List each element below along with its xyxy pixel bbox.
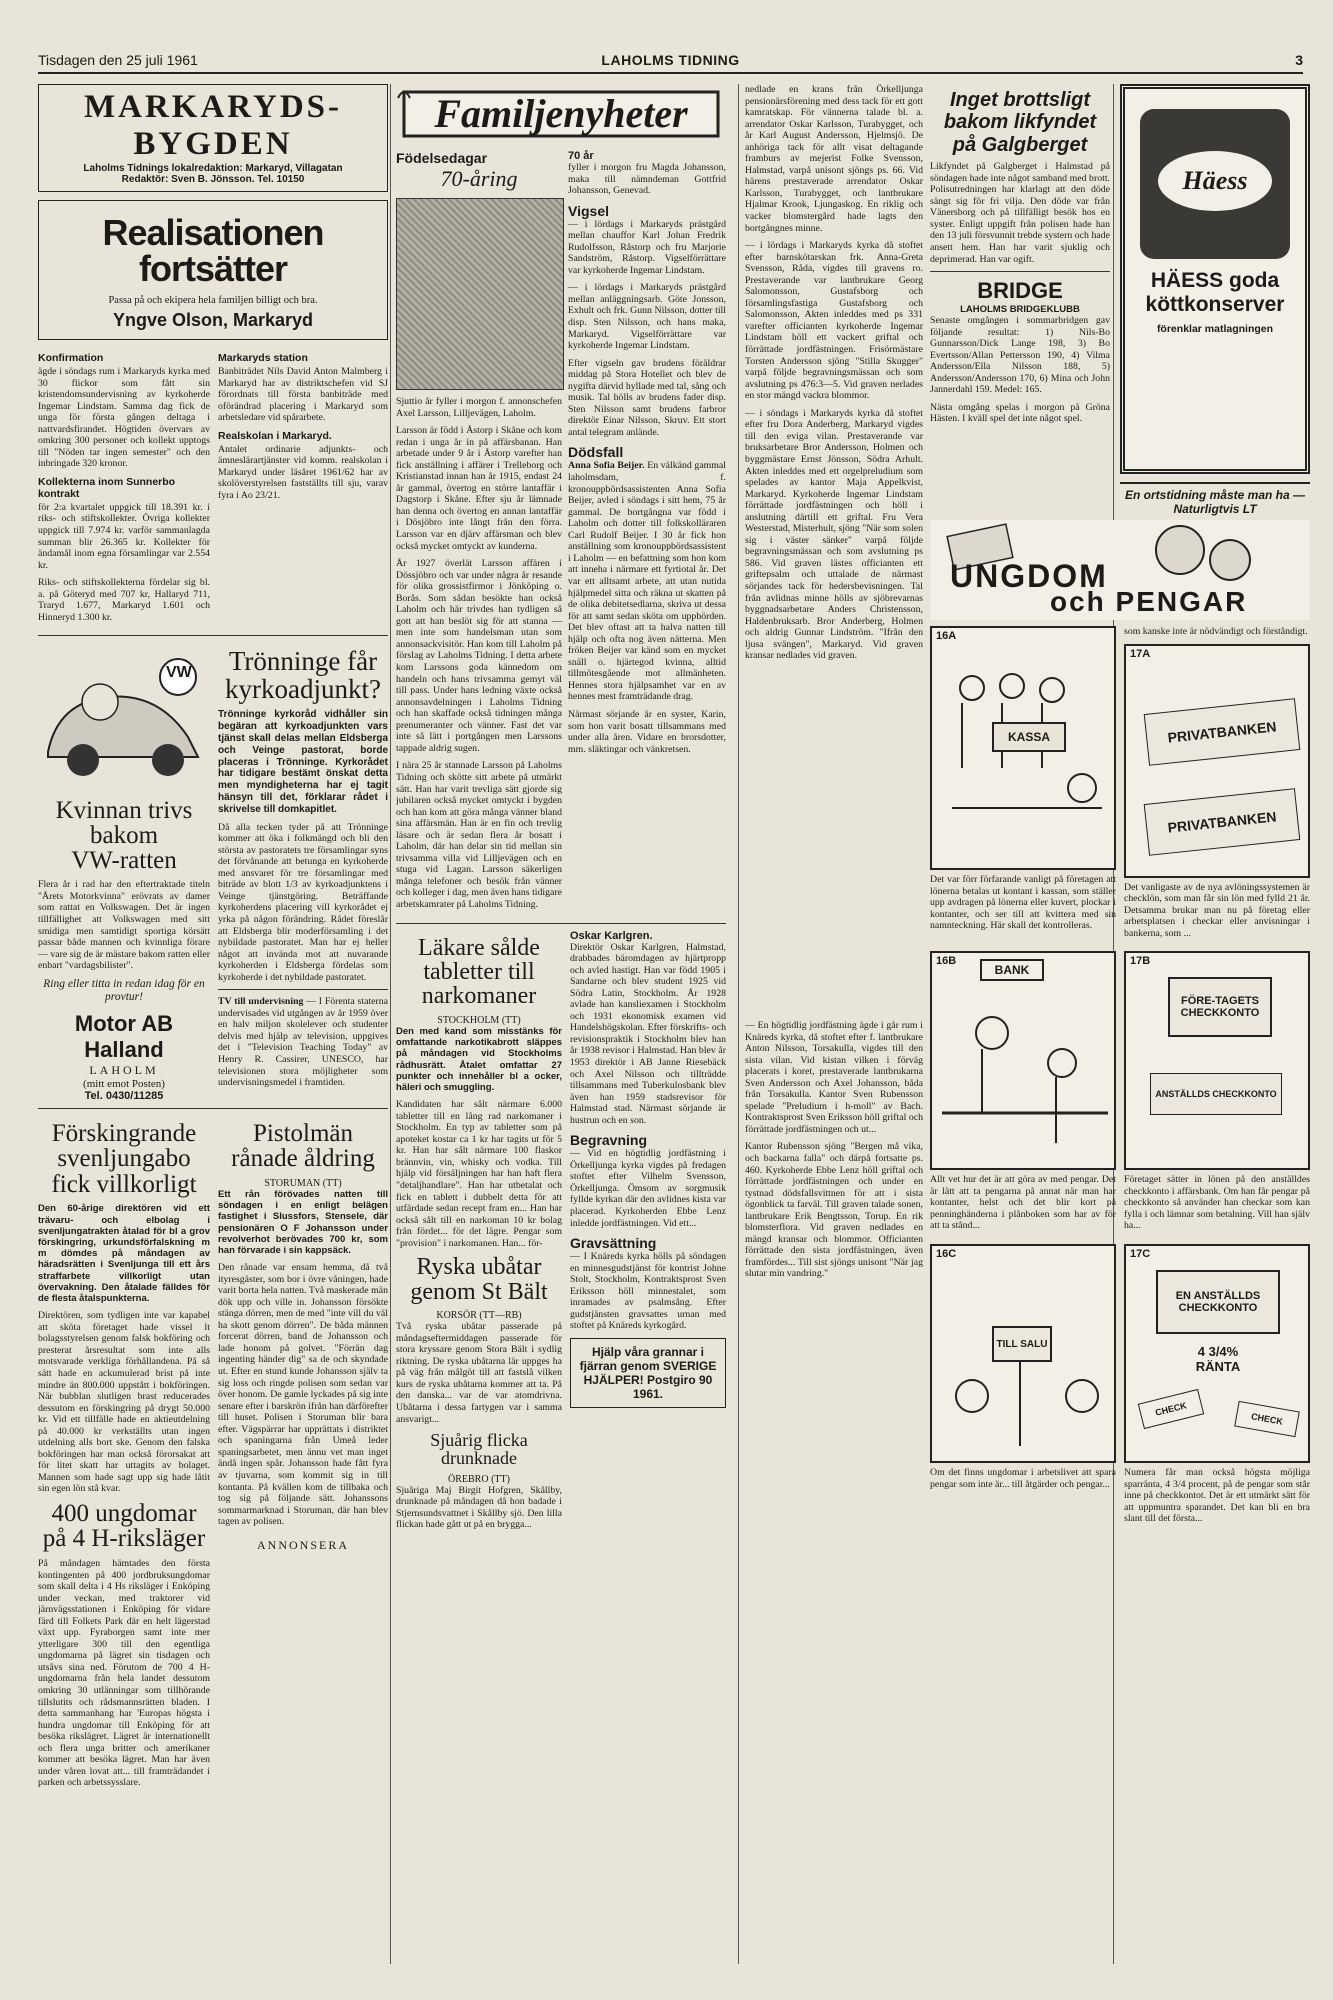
ungdom-title2: och PENGAR <box>1050 586 1248 617</box>
foretagets-sign: FÖRE-TAGETS CHECKKONTO <box>1168 977 1272 1037</box>
vigsel-text-1: — i lördags i Markaryds prästgård mellan chauffor Karl Johan Fredrik Rudolfsson, Råstorp och fru Marjorie Sandström, Råstorp. Vigselförrättare var kyrkoherde Ingemar Lindstam. <box>568 218 726 276</box>
familjenyheter-title: Familjenyheter <box>434 91 688 136</box>
column-familjenyheter <box>396 84 726 1537</box>
lakare-heading: Läkare sålde tabletter till narkomaner <box>418 934 540 1010</box>
bridge-text: Senaste omgången i sommarbridgen gav följande resultat: 1) Nils-Bo Gunnarsson/Dick Lange 198, 3) Bo Evertsson/Allan Pettersson 190, 4) Vilma Andersson/Ella Nilsson 188, 5) Andersson/Andersson 170, 6) Mina och John Jannerdahl 159. Medel: 165. <box>930 315 1110 396</box>
larsson-text-1: Larsson är född i Åstorp i Skåne och kom redan i unga år in på affärsbanan. Han arbetade under 9 år i Åstorp varefter han fick anställning i affärer i Trelleborg och Kristianstad innan han år 1915, endast 24 år gammal, övertog en större lantaffär i Dagstorp i Skåne. Efter sju år lämnade han denna och övertog en annan lantaffär i Dösjöbro inte långt från den förra. Larsson var en djärv affärsman och blev också mycket omtyckt av kunderna. <box>396 425 562 552</box>
begravning-heading: Begravning <box>570 1132 648 1149</box>
realisation-ad <box>38 200 388 340</box>
check-illustration-2: PRIVATBANKEN <box>1144 788 1301 856</box>
kollekter-heading: Kollekterna inom Sunnerbo kontrakt <box>38 475 176 500</box>
ungdomar-text: På måndagen hämtades den första kontingenten på 400 jordbruksungdomar som skall delta i 4 Hs riksläger i Enköping under veckan, med traktorer vid järnvägsstationen i Enköping för vidare färd till Folkets Park där en helt lägerstad växt upp. Fyraborgen samt inte mer ytterligare 300 till den egentliga ungdomarna på lägret sin tisdagen och utsåvs sina ned. Förutom de 700 4 H-ungdomarna från hela landet dessutom omkring 30 utlänningar som tillhörande tillslutits och rådsmannsrätten bladen. I detta sammanhang har 'Europas högsta i hundra ungdomar till Enköping för att besöka rikslägret. Lägret är internationellt och flera unga britter och amerikaner kommer att besöka lägret. Man har även under våren lovat att... till framträdandet i parken och arbetssysslare. <box>38 1557 210 1789</box>
panel-17b-frame <box>1124 951 1310 1170</box>
tronninge-article <box>218 642 388 1102</box>
row-b <box>930 951 1310 1238</box>
kollekter-text: för 2:a kvartalet uppgick till 18.391 kr. i riks- och stiftskollekter. Övriga kollekter uppgick till 7.974 kr. varför sammanlagda summan blir 26.365 kr. Kollekter för ändamål inom egna församlingar var 2.554 kr. <box>38 501 210 571</box>
masthead-sub2: Redaktör: Sven B. Jönsson. Tel. 10150 <box>121 174 305 185</box>
row-a <box>930 626 1310 945</box>
check-tag-1: CHECK <box>1138 1389 1204 1429</box>
divider <box>38 1108 388 1109</box>
forskingring-heading: Förskingrande svenljungabo fick villkorligt <box>51 1119 197 1198</box>
vw-city: LAHOLM <box>89 1062 159 1077</box>
en-anstallds-sign: EN ANSTÄLLDS CHECKKONTO <box>1156 1270 1280 1334</box>
news-left <box>38 348 210 629</box>
funeral-text-1: — i lördags i Markaryds kyrka då stoftet efter barnskötarskan frk. Anna-Greta Svensson, Råda, vigdes till gravens ro. Prestaverande var lantbrukare Georg Salomonsson, Gustafsborg och församlingsfastiga Gustafsborg och Salomonsson, Akten inleddes med ps 331 varefter officianten kyrkoherde Ingemar Lindstam höll ett vackert griftal och förrättade jordfästningen. Frisörmästare Torsten Andersson sjöng "Stilla Skugger" varpå följde begravningsmässan och som avslutning ps 476:3—5. Vid graven nerlades en stor mängd vackra blommor. <box>745 240 923 402</box>
larsson-text-2: År 1927 överlät Larsson affären i Dössjöbro och var under några år resande för olika grossistfirmor i Jönköping o. Borås. Som sådan besökte han också Laholm och här trivdes han tydligen så gott att han beslöt sig för att stanna — men inte som handelsman utan som annonsackvisitör. Han kom till Laholm på förslag av Laholms Tidning. I detta arbete kom Larssons goda kännedom om handeln och hans trivsamma gemyt väl till pass. Under hans ledning växte också annonsavdelningen i Laholms Tidning och han skaffade också tidningen många prenumeranter och vänner. Fast det var inte så lätt i portgången men Larssons tappade aldrig sugen. <box>396 558 562 754</box>
panel-16b <box>930 951 1116 1238</box>
lakare-article <box>396 930 562 1538</box>
panel-17a-frame <box>1124 644 1310 878</box>
portrait-caption: Sjuttio år fyller i morgon f. annonschefen Axel Larsson, Lilljevägen, Laholm. <box>396 396 562 419</box>
funeral-text-4: Kantor Rubensson sjöng "Bergen må vika, och backarna falla" och därpå fortsatte ps. 460. Kyrkoherde Ebbe Lenz höll griftal och förrättade jordfästningen och under en tystnad dödsfallsvittnen för att i sista ögonblick ta farväl. Till graven talade sonen, lantbrukare Erik Bengtsson, Torup. En rik blomsterflora. Vid graven nedlades en mängd kransar och blommor. Officianten förrättade den sista jordfästningen, även framfördes... Till sist sjöngs unisont "När jag slutar min vandring." <box>745 1141 923 1280</box>
sverige-hjalper-ad: Hjälp våra grannar i fjärran genom SVERIGE HJÄLPER! Postgiro 90 1961. <box>570 1338 726 1408</box>
panel-16a-label: 16A <box>936 630 957 642</box>
tronninge-lead: Trönninge kyrkoråd vidhåller sin begäran att kyrkoadjunkten vars tjänst skall delas mellan Eldsberga och Veinge pastorat, borde placeras i Trönninge. Kyrkorådet har tidigare bestämt önskat detta men myndigheterna har ej tagit hänsyn till det, förklarar rådet i skrivelse till domkapitlet. <box>218 709 388 815</box>
galgberget-head3: på Galgberget <box>952 133 1088 156</box>
forskingring-article <box>38 1115 210 1795</box>
sjuarig-place: ÖREBRO (TT) <box>448 1473 510 1485</box>
panel-17c <box>1124 1244 1310 1531</box>
header-paper-name: LAHOLMS TIDNING <box>601 52 740 68</box>
funeral-continuation-column <box>745 1020 923 1960</box>
panel-17a-text: Det vanligaste av de nya avlöningssystemen är checklön, som man får sin lön med fylld 21 år. Detsamma brukar man nu på företag eller arbetsplatsen i checkar eller anvisningar i bankerna, som ... <box>1124 881 1310 939</box>
vw-slogan: Ring eller titta in redan idag för en provtur! <box>43 977 205 1004</box>
haess-sub: förenklar matlagningen <box>1156 323 1274 335</box>
dodsfall-heading: Dödsfall <box>568 444 624 461</box>
panel-16c-text: Om det finns ungdomar i arbetslivet att spara pengar som inte är... till åtgärder och pengar... <box>930 1467 1116 1490</box>
birthday-column <box>396 150 562 917</box>
vw-ad <box>38 642 210 1102</box>
panel-16a-text: Det var förr förfarande vanligt på företagen att lönerna betalas ut kontant i kassan, som ställer upp avdragen på lönerna eller kuvert, plockar i kontanter, och ser till att kvittera med sin namnteckning. Här skall det kontrolleras. <box>930 874 1116 932</box>
divider <box>396 923 726 924</box>
header-page-number: 3 <box>1295 52 1303 68</box>
intro-text: nedlade en krans från Örkelljunga pensionärsförening med dess tack för ett gott kamratskap. För vännerna talade bl. a. arrendator Oskar Karlsson, Turabygget, och år Karl August Andersson, Hjelmsjö. De anhöriga tack för allt visat deltagande framburs av mejerist Folke Svensson, Halmstad, varpå unisont sjöngs ps. 66. Vid härens prestaverade arrendator Oskar Karlsson, Turabygget, och lantbrukare Hjalmar Krook, Ljungaskog. En riklig och vacker blomstergård hade lagts den bortgångnes minne. <box>745 84 923 234</box>
vw-addr: (mitt emot Posten) <box>83 1077 165 1090</box>
panel-16b-label: 16B <box>936 955 957 968</box>
sjuarig-text: Sjuåriga Maj Birgit Hofgren, Skållby, drunknade på måndagen då hon badade i Stjernsundsvattnet i Skållby sjö. Den lilla flickan hade gått ut på en brygga... <box>396 1484 562 1531</box>
vw-tel: Tel. 0430/11285 <box>84 1089 164 1102</box>
begravning-text: — Vid en högtidlig jordfästning i Örkelljunga kyrka vigdes på fredagen stoftet efter Vilhelm Svensson, Örkelljunga. Ömsom av sorgmusik fyllde kyrkan där den avlidnes kista var placerad. Kyrkoherden Ebbe Lenz inledde jordfästningen. Vid ett... <box>570 1148 726 1229</box>
panel-17b <box>1124 951 1310 1238</box>
larsson-text-3: I nära 25 år stannade Larsson på Laholms Tidning och skötte sitt arbete på utmärkt sätt. Han har varit trevliga sätt gjorde sig jubilaren också mycket omtyckt i bygden och han kom att göra många vänner bland sina affärsmän. Han är en fin och trevlig läsare och är sedan flera år bosatt i Laholm, där han delar sin tid mellan sin trivsamma villa vid Lilljevägen och en stuga vid Lagan. Larsson säkerligen många telefoner och besök från vänner och kolleger i dag, men även hans tidigare arbetskamrater på Laholms Tidning. <box>396 760 562 910</box>
panel-16a <box>930 626 1116 945</box>
realskolan-heading: Realskolan i Markaryd. <box>218 429 332 442</box>
tronninge-heading: Trönninge får kyrkoadjunkt? <box>225 646 381 704</box>
column-markaryd <box>38 84 388 1795</box>
ungdom-och-pengar <box>930 520 1310 1960</box>
vw-illustration <box>38 642 210 792</box>
forskingring-text: Direktören, som tydligen inte var kapabel att sköta företaget hade vissel lt bolagsstyrelsen genom falsk bokföring och presterat årsresultat som inte alls motsvarade verkliga förhållandena. På så sätt hade en ackumulerad brist på inte mindre än 800.000 uppstått i bokföringen. När bubblan slutligen brast reducerades dessutom en förskingring på drygt 50.000 kr. Vid ett tillfälle hade en aktieutdelning på 40.000 kr verkställts utan ingen utdelning alls bort ske. Genom den falska bokföringen har man också förorsakat att för litet skatt har uttagits av bolaget. Mannen som hade sagt upp sig hade låtit sin egen lön stå kvar. <box>38 1310 210 1495</box>
haess-head2: köttkonserver <box>1145 293 1285 316</box>
dodsfall-text: En välkänd gammal laholmsdam, f. kronouppbördsassistenten Anna Sofia Beijer, avled i söndags i sitt hem, 75 år gammal. De bortgångna var född i Laholm och dotter till folkskolläraren Carl Rudolf Beijer. I 30 år fick hon anställning som kronouppbördsassistent i Laholm — en befattning som hon kom att inneha i närmare ett fyrtiotal år. Det var ett alltsamt arbete, att utan nutida hjälpmedel sitta och räkna ut skatten på de olika debitetsedlarna, skriva ut dessa för att samt sedan sköta om uppbörden. Det blev oftast att ta halva natten till hjälp och ofta nog även nätterna. Men fröken Beijer var känd som en mycket snäll o. hjärtegod kvinna, alltid tillmötesgående mot allmänheten. Hennes stora hjälpsamhet var en av hennes mest framträdande drag. <box>568 460 726 703</box>
lakare-lead: Den med kand som misstänks för omfattande narkotikabrott släppes på måndagen vid Stockholms rådhusrätt. Åtalet omfattar 27 punkter och innehåller bl a ocker, häleri och smuggling. <box>396 1025 562 1093</box>
panel-16b-frame <box>930 951 1116 1170</box>
realisation-shop-name: Yngve Olson, Markaryd <box>112 310 314 330</box>
tronninge-text: Då alla tecken tyder på att Trönninge kommer att öka i folkmängd och bli den största av pastoratets tre församlingar syns det förvånande att betunga en kyrkoherde med ansvaret för tre församlingar med biträde av blott 1/3 av kyrkoadjunktens i Veinge tjänstgöring. Beträffande kyrkoherdens placering vill kyrkorådet ej yrka på någon förändring. Rådet föreslår att Eldsberga blir moderförsamling i det nybildade pastoratet. Man har ej heller något att invända mot att nuvarande kyrkoherden i Eldsberga fördelas som kyrkoherde i det nybildade pastoratet. <box>218 821 388 983</box>
funeral-text-2: — i söndags i Markaryds kyrka då stoftet efter fru Dora Anderberg, Markaryd vigdes till den eviga vilan. Prestaverande var bruksarbetare Bror Andersson, Holmen och byggmästare Ernst Jönsson, Södra Arhult. Akten inleddes med ett orgelpreludium som spelades av kantor Maja Appelkvist, Markaryd. Kyrkoherde Ingemar Lindstam förrättade jordfästningen och höll i anslutning därtill ett griftal. Fru Vera Westerstad, Misterhult, sjöng "När som solen sig i väster sänker" varpå följde begravningsmässan och som avslutning ps 586. Vid graven lästes officianten ett griftepsalm och uttalade de närmast sörjandes tack för hedersbevisningen. Tal från avlidnas minne hölls av sjöbrevarnas byggnadsarbetare Anders Christensson, Haldenbruksarb. Bror Anderberg, Holmen och aldrig Gunnar Lindström. "Ifrån den ljusa svängen", Markaryd. Vid graven kransar nedlades vid graven. <box>745 407 923 662</box>
till-salu-sign: TILL SALU <box>992 1326 1052 1362</box>
vigsel-text-3: Efter vigseln gav brudens föräldrar middag på Stora Hotellet och blev de nygifta därvid hyllade med tal, sång och musik. Tal hölls av brudens fader disp. Sten Nilsson samt brudens farbror direktör Einar Nilsson, Skruv. Ett stort antal telegram anlände. <box>568 357 726 438</box>
realisation-sub: Passa på och ekipera hela familjen billigt och bra. <box>108 295 318 306</box>
ryska-heading: Ryska ubåtar genom St Bält <box>410 1254 548 1305</box>
haess-frame <box>1120 84 1310 474</box>
seventy-years-heading: 70 år <box>568 150 594 162</box>
tv-text: — I Förenta staterna undervisades vid utgången av år 1959 över en halv miljon skolelever och studenter delvis med hjälp av television, uppgives det i "Television Teaching Today" av Henry R. Cassirer, UNESCO, har televisionen stora möjligheter som undervisningsmedel i framtiden. <box>218 996 388 1089</box>
ungdomar-heading: 400 ungdomar på 4 H-riksläger <box>42 1499 206 1553</box>
konfirmation-heading: Konfirmation <box>38 352 104 364</box>
column-rule <box>390 84 391 1964</box>
vw-dealer: Motor AB Halland <box>74 1010 174 1062</box>
masthead-title: MARKARYDS-BYGDEN <box>84 89 342 162</box>
haess-logo: Häess <box>1158 151 1272 211</box>
family-news-column <box>568 150 726 917</box>
ungdom-banner <box>930 520 1310 620</box>
realisation-title: Realisationen fortsätter <box>102 212 324 289</box>
fodelsedagar-heading: Födelsedagar <box>396 150 488 166</box>
check-illustration-1: PRIVATBANKEN <box>1144 698 1301 766</box>
realskolan-text: Antalet ordinarie adjunkts- och ämneslärartjänster vid komm. realskolan i Markaryd under läsåret 1961/62 har av skolöverstyrelsen fastställts till sju, varav fyra i Ao 23/21. <box>218 443 388 501</box>
galgberget-text: Likfyndet på Galgberget i Halmstad på söndagen hade inte något samband med brott. Polisutredningen har klarlagt att den döde sängt sig för fri vilja. Den döde var från Vänersborg och på tillfälligt besök hos en syster. Enligt uppgift från polisen hade han den 13 juli försvunnit trebde systern och hade ansett hem. Han har varit sjuklig och deprimerad. Han var ogift. <box>930 161 1110 265</box>
header-date: Tisdagen den 25 juli 1961 <box>38 52 198 68</box>
forskingring-lead: Den 60-årige direktören vid ett trävaru- och elbolag i svenljungatrakten åtalad för bl a grov förskingring, urkundsförfalskning m m dömdes på måndagen av häradsrätten i Svenljunga till ett års straffarbete villkorligt utan övervakning. Den åtalade fälldes för de flesta åtalspunkterna. <box>38 1203 210 1305</box>
bridge-text-2: Nästa omgång spelas i morgon på Gröna Hästen. I kväll spel det inte något spel. <box>930 401 1110 425</box>
larsson-portrait <box>396 198 564 390</box>
haess-head1: HÄESS goda <box>1150 269 1280 292</box>
column-rule <box>738 84 739 1964</box>
pistolman-text: Den rånade var ensam hemma, då två ityresgäster, som bor i övre våningen, hade varit borta hela natten. Två maskerade män dök upp och ville in. Johansson försökte stänga dörren, men de med "inte vill du väl ha skott genom dörren". De båda männen forcerat dörren, band de Johansson och lade honom på golvet. "Förrän dag ingenting händer dig" sa de och skyndade ut. Efter en stund kunde Johansson själv ta sig loss och ringde polisen som sedan var över honom. De gamle lyckades på sig inte senare efter i barskrön ifrån han därförefter till huset. Polisen i Storuman blir bara efter. Vägspärrar har upprättats i distriktet och spaningarna från Umeå leder spaningsarbetet, men ännu vet man inget ändå ingen spår. Johansson hade fått fyra av tjuvarna, som kommit sig in till kontanta. På kvällen kom de tillbaka och tog sig på följande sätt. Johanssons sommarmarknad i Storuman, där han blev tagen av polisen. <box>218 1262 388 1528</box>
panel-17a <box>1124 626 1310 945</box>
panel-17b-label: 17B <box>1130 955 1151 968</box>
pistolman-article <box>218 1115 388 1795</box>
karlgren-text: Direktör Oskar Karlgren, Halmstad, drabbades bäromdagen av hjärtpropp och avled hastigt. Han var född 1905 i Sandarne och blev student 1925 vid Södra Latin, Stockholm. År 1928 avlade han kansliexamen i Stockholm och 1931 ekonomisk examen vid Handelshögskolan. Efter förskrifts- och revisionspraktik i Stockholm blev han år 1938 revisor i Halmstad. Han blev år 1953 direktör i AB Janne Riesebäck och Axel Nilsson och tillträdde tillsammans med Tuberkulosbank blev även han 1959 stadsrevisor för Halmstad stad. Närmast sörjande är hustrun och en son. <box>570 941 726 1126</box>
panel-17c-label: 17C <box>1130 1248 1151 1261</box>
divider <box>218 989 388 990</box>
ungdom-title1: UNGDOM <box>950 558 1108 594</box>
ungdom-intro: som kanske inte är nödvändigt och förståndigt. <box>1124 626 1308 637</box>
panel-16c-label: 16C <box>936 1248 957 1261</box>
panel-17b-text: Företaget sätter in lönen på den anställdes checkkonto i affärsbank. Om han får pengar på checkkonto så använder han checkar som kan fylla i och lämnar som betalning. Vill han själv ha... <box>1124 1174 1310 1232</box>
page-header <box>38 52 1303 74</box>
lakare-text: Kandidaten har sålt närmare 6.000 tabletter till en lång rad narkomaner i Stockholm. En typ av tabletter som på apoteket kostar ca 1 kr har tagits ut för 5 kr. Han har sålt närmare 100 flaskor brännvin, vin, whisky och vodka. Till hjälp vid försäljningen har han haft flera "detaljhandlare". Han har utbetalat och fick en tablett i dubbelt detta för att utfärdade sedan recept fram en... Han har också sålt till en narkoman 10 kr bolag från fördet... för det lägre. Pengar som "provision" i narkomanen. Han... för- <box>396 1099 562 1249</box>
divider <box>38 635 388 636</box>
bank-counter-drawing <box>932 953 1118 1168</box>
panel-17a-label: 17A <box>1130 647 1151 660</box>
station-heading: Markaryds station <box>218 352 308 364</box>
row-c <box>930 1244 1310 1531</box>
markaryd-news <box>38 348 388 629</box>
check-tag-2: CHECK <box>1234 1401 1300 1437</box>
panel-17c-text: Numera får man också högsta möjliga sparränta, 4 3/4 procent, på de pengar som står inne på checkkontot. Det är ett utmärkt sätt för att uppmuntra sparandet. Det kan bli en bra slant till det första... <box>1124 1467 1310 1525</box>
pistolman-place: STORUMAN (TT) <box>264 1177 342 1189</box>
pistolman-lead: Ett rån förövades natten till söndagen i en enligt belägen fastighet i Slussfors, Stensele, där pensionären O F Johansson under revolverhot berövades 700 kr, som han förvarade i sin kappsäck. <box>218 1188 388 1256</box>
vigsel-text-2: — i lördags i Markaryds prästgård mellan anläggningsarb. Göte Jonsson, Exhult och frk. Gunn Nilsson, dotter till disp. Sten Nilsson, och hans maka, Markaryd. Vigselförrättare var kyrkoherde Ingemar Lindstam. <box>568 282 726 352</box>
kassa-sign: KASSA <box>992 722 1066 752</box>
kollekter-text2: Riks- och stiftskollekterna fördelar sig bl. a. på Göteryd med 707 kr, Hallaryd 711, Traryd 1.677, Markaryd 1.601 och Hinneryd 1.300 kr. <box>38 577 210 623</box>
annonsera-footer: ANNONSERA <box>256 1537 349 1552</box>
gravsattning-heading: Gravsättning <box>570 1235 657 1252</box>
vw-head2: bakom <box>89 822 159 850</box>
panel-17c-frame <box>1124 1244 1310 1463</box>
column-galgberget <box>930 84 1110 431</box>
panel-16a-frame <box>930 626 1116 870</box>
gravsattning-text: — I Knäreds kyrka hölls på söndagen en minnesgudstjänst för kontrist Johne Stolt, Stockholm, Kontraktsprost Sven Eriksson höll minnestalet, som inramades av psalmsång. Efter gudstjänsten gravsattes urnan med stoftet på Knäreds kyrkogård. <box>570 1251 726 1332</box>
dodsfall-name: Anna Sofia Beijer. <box>568 460 645 472</box>
pistolman-heading: Pistolmän rånade åldring <box>231 1119 375 1173</box>
column-obituaries <box>745 84 923 668</box>
karlgren-heading: Oskar Karlgren. <box>570 929 653 942</box>
galgberget-head1: Inget brottsligt <box>950 89 1090 111</box>
anstallds-sign: ANSTÄLLDS CHECKKONTO <box>1150 1073 1282 1115</box>
obituary-column <box>570 930 726 1416</box>
seventy-years-text: fyller i morgon fru Magda Johansson, maka till nämndeman Gottfrid Johansson, Genevad. <box>568 162 726 197</box>
vw-logo: VW <box>166 664 192 682</box>
lt-slogan: En ortstidning måste man ha — Naturligtvis LT <box>1120 482 1310 516</box>
dodsfall-text-2: Närmast sörjande är en syster, Karin, som hon varit bosatt tillsammans med under alla åren. Vidare en brorsdotter, mm. släktingar och vänkretsen. <box>568 708 726 755</box>
masthead-sub1: Laholms Tidnings lokalredaktion: Markaryd, Villagatan <box>83 163 343 174</box>
birthday-row <box>396 150 726 917</box>
panel-16c-frame <box>930 1244 1116 1463</box>
panel-16c <box>930 1244 1116 1531</box>
vw-and-tronninge-row <box>38 642 388 1102</box>
ranta-text: 4 3/4% RÄNTA <box>1195 1344 1241 1375</box>
markaryd-masthead <box>38 84 388 192</box>
bank-sign: BANK <box>980 959 1044 981</box>
news-right <box>218 348 388 629</box>
lower-col1-row <box>38 1115 388 1795</box>
familjenyheter-banner <box>396 84 726 144</box>
galgberget-head2: bakom likfyndet <box>943 111 1097 134</box>
lakare-place: STOCKHOLM (TT) <box>437 1014 521 1026</box>
ryska-text: Två ryska ubåtar passerade på måndagseftermiddagen passerade för stora kryssare genom Stora Bält i sydlig riktning. De ryska ubåtarna lär uppges ha på väg från målgöt till att fastslå vilken kurs de ryska ubåtarna kommer att ta. På den danska... var de var atomdrivna. Ubåtarna i dessa fartygen var i samma ansvarigt... <box>396 1321 562 1425</box>
vw-text: Flera år i rad har den eftertraktade titeln "Årets Motorkvinna" erövrats av damer som rattat en Volkswagen. Det är ingen tillfällighet att Volkswagen med sitt smidiga men samtidigt sportiga körsätt passar både mannen och kvinnliga förare — vare sig de är mästare bakom ratten eller enbart "vardagsbilister". <box>38 879 210 972</box>
ryska-place: KORSÖR (TT—RB) <box>436 1310 522 1322</box>
station-text: Banbiträdet Nils David Anton Malmberg i Markaryd har av distriktschefen vid SJ förordnats till första banbiträde med oförändrad placering i Markaryd som arbetsledare vid spårarbete. <box>218 366 388 424</box>
sjuarig-heading: Sjuårig flicka drunknade <box>430 1430 528 1469</box>
tv-heading: TV till undervisning <box>218 996 304 1008</box>
seventy-year-heading: 70-åring <box>440 166 518 191</box>
bridge-heading: BRIDGE <box>977 278 1063 304</box>
vw-head3: VW-ratten <box>71 847 177 875</box>
funeral-text-3: — En högtidlig jordfästning ägde i går rum i Knäreds kyrka, då stoftet efter f. lantbrukare Anton Nilsson, Torsakulla, vigdes till den sista vilan. Vid kistan vilken i förväg placerats i koret, prestaverade lantbrukarna Sven Andersson och Axel Johansson, båda från Torsakulla. Kantor Sven Rubensson spelade "Preludium i h-moll" av Bach. Kontraktsprost Sven Eriksson höll griftal och förrättade jordfästningen och ut... <box>745 1020 923 1135</box>
divider <box>930 271 1110 272</box>
haess-ad <box>1120 84 1310 516</box>
konfirmation-text: ägde i söndags rum i Markaryds kyrka med 30 flickor som fått sin kristendomsundervisning av kyrkoherde Ingemar Lindstam. Samma dag fick de unga för första gången deltaga i nattvardsfirandet. Högtiden övervars av omkring 300 personer och kollekt upptogs till "Nöden tar ingen semester" och den inbringade 320 kronor. <box>38 366 210 470</box>
bridge-club: LAHOLMS BRIDGEKLUBB <box>960 304 1080 316</box>
vigsel-heading: Vigsel <box>568 202 609 219</box>
panel-16b-text: Allt vet hur det är att göra av med pengar. Det är lätt att ta pengarna på annat när man har kontanter, helst och det blir kort på penninghänderna i plånboken som har av för att ta stånd... <box>930 1174 1116 1232</box>
vw-head1: Kvinnan trivs <box>55 797 193 825</box>
haess-can-illustration <box>1140 109 1290 259</box>
